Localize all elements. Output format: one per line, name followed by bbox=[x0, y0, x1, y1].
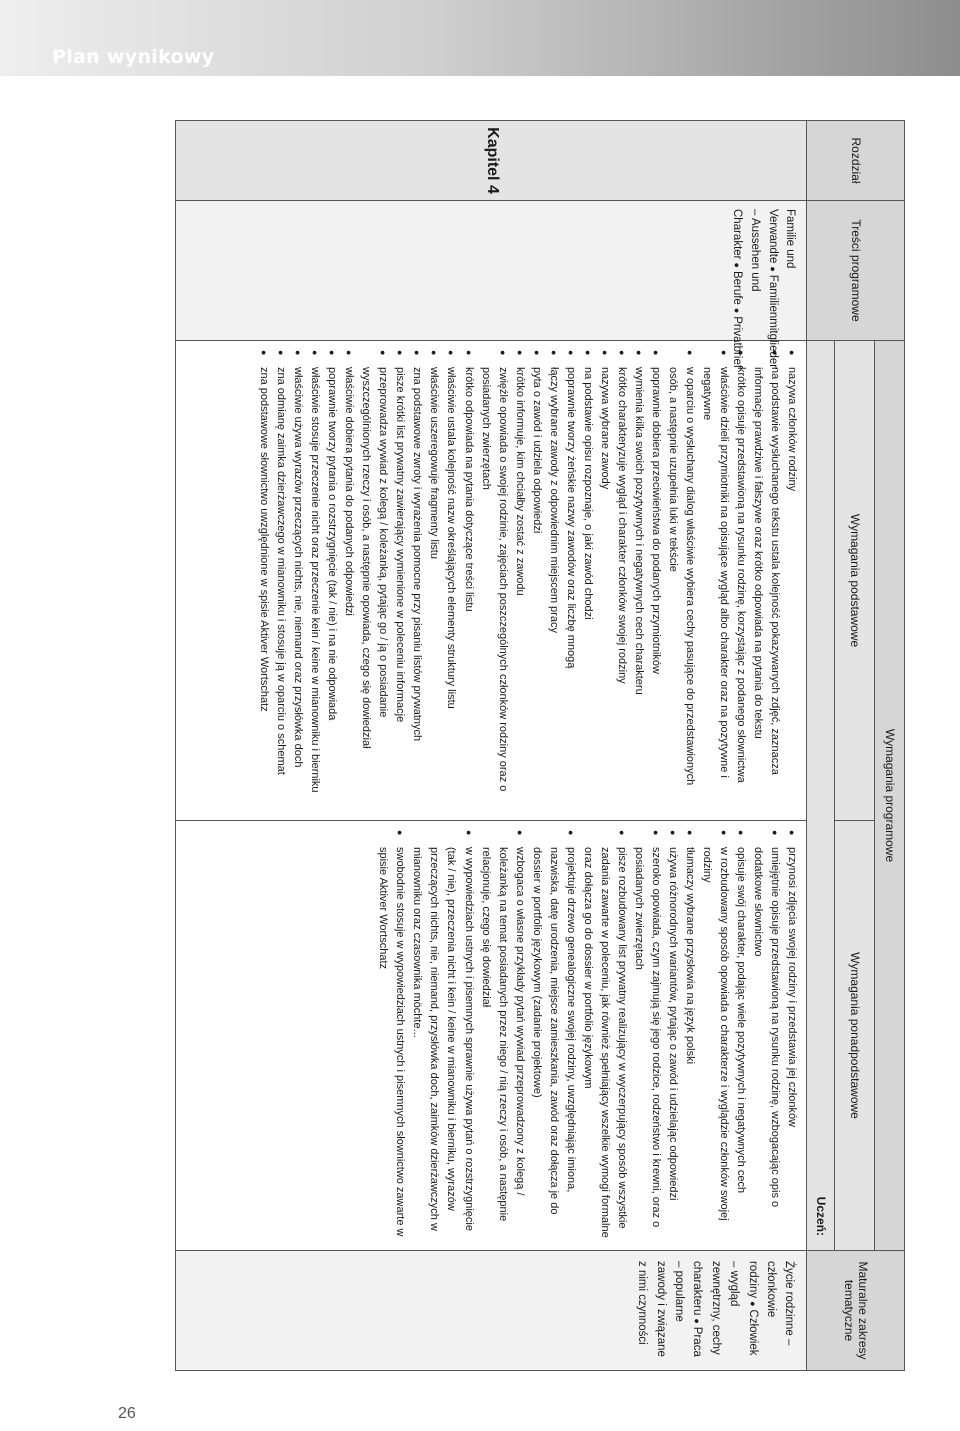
curriculum-table bbox=[175, 120, 905, 1371]
topic-item: Berufe bbox=[730, 270, 743, 305]
extended-requirements-cell bbox=[176, 821, 807, 1251]
requirement-item: ● pisze krótki list prywatny zawierający wymienione w poleceniu informacje bbox=[391, 367, 408, 812]
requirement-item: ● łączy wybrane zawody z odpowiednim miejscem pracy bbox=[545, 367, 562, 812]
header-topics: Treści programowe bbox=[807, 201, 905, 341]
requirement-item: ● w wypowiedziach ustnych i pisemnych sprawnie używa pytań o rozstrzygnięcie (tak / nie), przeczenia nicht i kein / keine w mianowniku i bierniku, wyrazów przeczących nichts, nie, niemand, przysłówka doch, zaimków dzierżawczych w mianowniku oraz czasownika möchte... bbox=[408, 847, 476, 1242]
bullet-icon: ● bbox=[747, 1301, 758, 1307]
header-requirements: Wymagania programowe bbox=[875, 341, 905, 1251]
topics-cell bbox=[176, 201, 807, 369]
requirement-item: ● projektuje drzewo genealogiczne swojej rodziny, uwzględniając imiona, nazwiska, datę urodzenia, miejsce zamieszkania, zawód oraz dołącza je do dossier w portfolio językowym (zadanie projektowe) bbox=[528, 847, 579, 1242]
requirement-item: ● pisze rozbudowany list prywatny realizujący w wyczerpujący sposób wszystkie zadania zawarte w poleceniu, jak również spełniający wszelkie wymogi formalne oraz dołącza go do dossier w portfolio językowym bbox=[579, 847, 630, 1242]
bullet-icon: ● bbox=[731, 307, 742, 314]
requirement-item: ● wymienia kilka swoich pozytywnych i negatywnych cech charakteru bbox=[630, 367, 647, 812]
requirement-item: ● tłumaczy wybrane przysłowia na język polski bbox=[681, 847, 698, 1242]
requirement-item: ● na podstawie opisu rozpoznaje, o jaki zawód chodzi bbox=[579, 367, 596, 812]
requirement-item: ● krótko informuje, kim chciałby zostać z zawodu bbox=[511, 367, 528, 812]
requirement-item: ● zna podstawowe słownictwo uwzględnione w spisie Aktiver Wortschatz bbox=[255, 367, 272, 812]
requirement-item: ● opisuje swój charakter, podając wiele pozytywnych i negatywnych cech bbox=[732, 847, 749, 1242]
topic-item: Familie und Verwandte bbox=[766, 209, 797, 269]
requirement-item: ● krótko charakteryzuje wygląd i charakter członków swojej rodziny bbox=[613, 367, 630, 812]
requirement-item: ● właściwie ustala kolejność nazw określających elementy struktury listu bbox=[442, 367, 459, 812]
page-number: 26 bbox=[118, 1405, 136, 1422]
requirement-item: ● właściwie stosuje przeczenie nicht oraz przeczenie kein / keine w mianowniku i bierniku bbox=[306, 367, 323, 812]
exam-theme-item: Życie rodzinne – członkowie rodziny bbox=[746, 1261, 796, 1346]
requirement-item: ● przeprowadza wywiad z kolegą / koleżanką, pytając go / ją o posiadanie wyszczególnionych rzeczy i osób, a następnie opowiada, czego się dowiedział bbox=[357, 367, 391, 812]
topic-item: Privatbrief bbox=[730, 316, 743, 369]
exam-themes-cell bbox=[176, 1251, 807, 1371]
requirement-item: ● krótko odpowiada na pytania dotyczące treści listu bbox=[459, 367, 476, 812]
requirement-item: ● zna podstawowe zwroty i wyrażenia pomocne przy pisaniu listów prywatnych bbox=[408, 367, 425, 812]
requirement-item: ● poprawnie tworzy pytania o rozstrzygnięcie (tak / nie) i na nie odpowiada bbox=[323, 367, 340, 812]
requirement-item: ● przynosi zdjęcia swojej rodziny i przedstawia jej członków bbox=[783, 847, 800, 1242]
banner-title: Plan wynikowy bbox=[52, 46, 215, 68]
header-basic: Wymagania podstawowe bbox=[835, 341, 875, 821]
requirement-item: ● nazywa członków rodziny bbox=[783, 367, 800, 812]
requirement-item: ● w oparciu o wysłuchany dialog właściwie wybiera cechy pasujące do przedstawionych osób, a następnie uzupełnia luki w tekście bbox=[664, 367, 698, 812]
requirement-item: ● wzbogaca o własne przykłady pytań wywiad przeprowadzony z kolegą / koleżanką na temat posiadanych przez niego / nią rzeczy i osób, a następnie relacjonuje, czego się dowiedział bbox=[477, 847, 528, 1242]
chapter-label: Kapitel 4 bbox=[176, 121, 807, 201]
requirement-item: ● krótko opisuje przedstawioną na rysunku rodzinę, korzystając z podanego słownictwa bbox=[732, 367, 749, 812]
requirement-item: ● właściwie uszeregowuje fragmenty listu bbox=[425, 367, 442, 812]
requirement-item: ● właściwie dobiera pytania do podanych odpowiedzi bbox=[340, 367, 357, 812]
requirement-item: ● nazywa wybrane zawody bbox=[596, 367, 613, 812]
requirement-item: ● umiejętnie opisuje przedstawioną na rysunku rodzinę, wzbogacając opis o dodatkowe słownictwo bbox=[749, 847, 783, 1242]
topic-item: Familienmitglieder – Aussehen und Charakter bbox=[730, 209, 779, 369]
extended-requirements-list bbox=[368, 821, 806, 1250]
exam-theme-item: Praca – popularne zawody i związane z nimi czynności bbox=[636, 1261, 704, 1357]
header-extended: Wymagania ponadpodstawowe bbox=[835, 821, 875, 1251]
requirement-item: ● swobodnie stosuje w wypowiedziach ustnych i pisemnych słownictwo zawarte w spisie Aktiver Wortschatz bbox=[374, 847, 408, 1242]
requirement-item: ● używa różnorodnych wariantów, pytając o zawód i udzielając odpowiedzi bbox=[664, 847, 681, 1242]
requirement-item: ● w rozbudowany sposób opowiada o charakterze i wyglądzie członków swojej rodziny bbox=[698, 847, 732, 1242]
requirement-item: ● właściwie używa wyrazów przeczących nichts, nie, niemand oraz przysłówka doch bbox=[289, 367, 306, 812]
header-student: Uczeń: bbox=[807, 341, 835, 1251]
bullet-icon: ● bbox=[692, 1318, 703, 1324]
header-chapter: Rozdział bbox=[807, 121, 905, 201]
curriculum-table-frame bbox=[175, 120, 905, 1370]
requirement-item: ● zwięźle opowiada o swojej rodzinie, zajęciach poszczególnych członków rodziny oraz o posiadanych zwierzętach bbox=[477, 367, 511, 812]
requirement-item: ● szeroko opowiada, czym zajmują się jego rodzice, rodzeństwo i krewni, oraz o posiadanych zwierzętach bbox=[630, 847, 664, 1242]
requirement-item: ● na podstawie wysłuchanego tekstu ustala kolejność pokazywanych zdjęć, zaznacza informacje prawdziwe i fałszywe oraz krótko odpowiada na pytania do tekstu bbox=[749, 367, 783, 812]
requirement-item: ● zna odmianę zaimka dzierżawczego w mianowniku i stosuje ją w oparciu o schemat bbox=[272, 367, 289, 812]
exam-theme-item: Człowiek – wygląd zewnętrzny, cechy charakteru bbox=[691, 1261, 759, 1356]
requirement-item: ● poprawnie dobiera przeciwieństwa do podanych przymiotników bbox=[647, 367, 664, 812]
basic-requirements-list bbox=[249, 341, 807, 820]
header-exam-themes: Maturalne zakresy tematyczne bbox=[807, 1251, 905, 1371]
basic-requirements-cell bbox=[176, 341, 807, 821]
header-banner bbox=[0, 0, 960, 76]
requirement-item: ● poprawnie tworzy żeńskie nazwy zawodów oraz liczbę mnogą bbox=[562, 367, 579, 812]
bullet-icon: ● bbox=[731, 262, 742, 268]
requirement-item: ● właściwie dzieli przymiotniki na opisujące wygląd albo charakter oraz na pozytywne i negatywne bbox=[698, 367, 732, 812]
bullet-icon: ● bbox=[767, 266, 778, 272]
requirement-item: ● pyta o zawód i udziela odpowiedzi bbox=[528, 367, 545, 812]
